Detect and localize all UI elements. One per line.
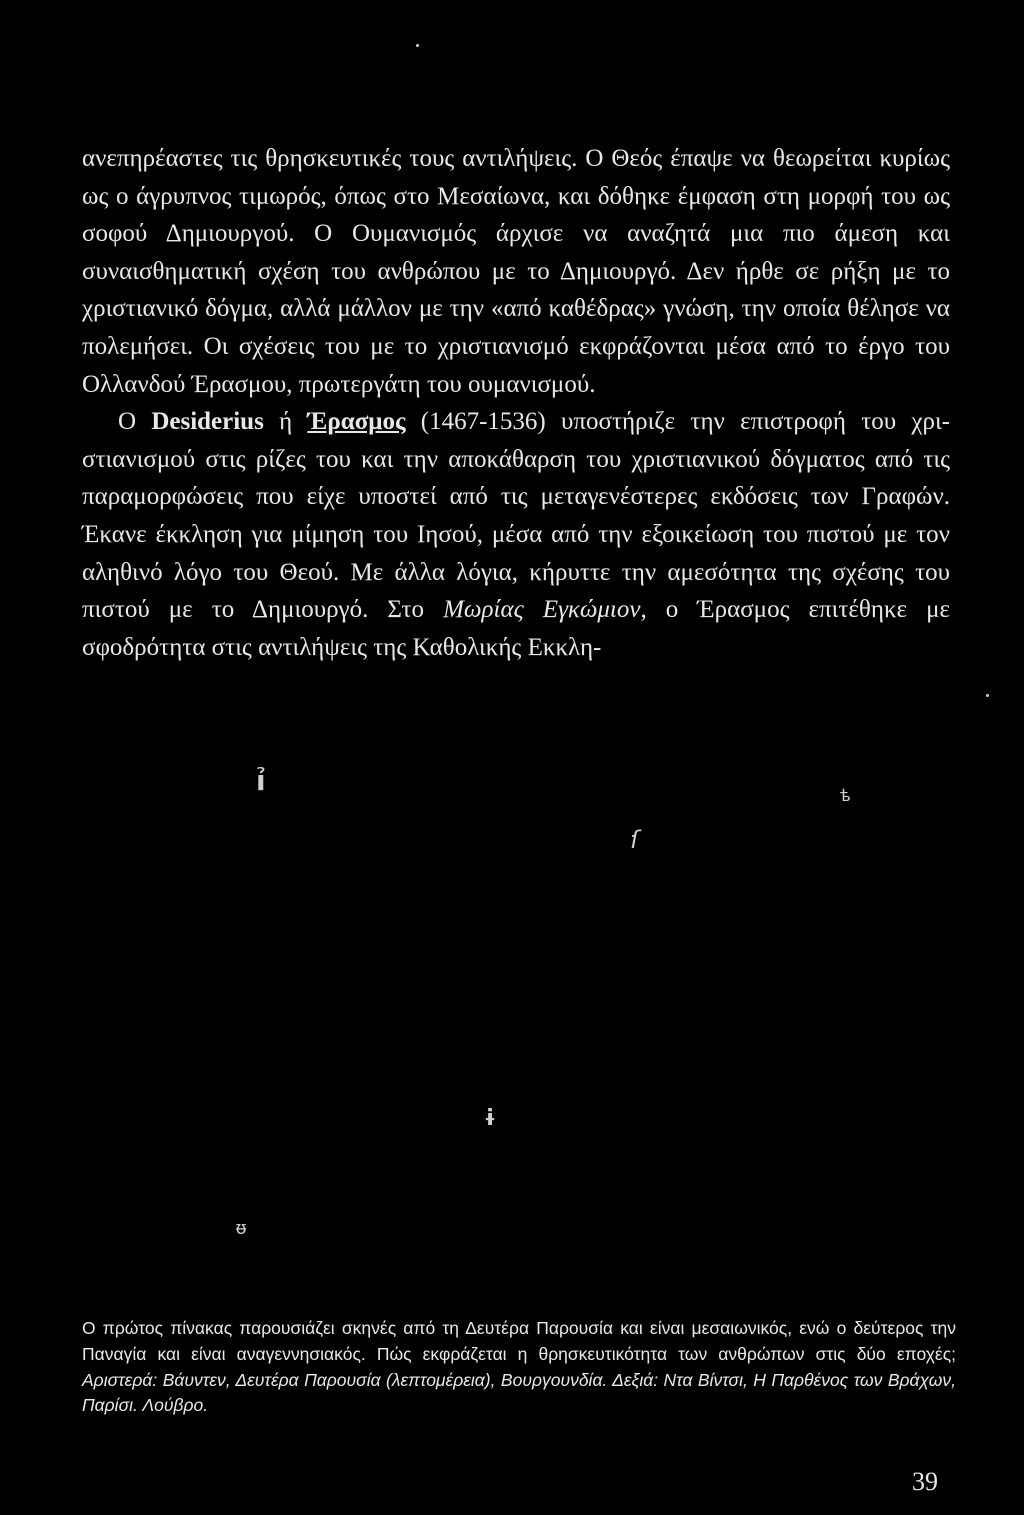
p2-middle: (1467-1536) υποστήριζε την επιστροφή του χριστιανισμού στις ρίζες του και την αποκάθαρση του χριστιανικού δόγματος από τις παραμορφώσεις που είχε υποστεί από τις μεταγενέστερες εκδόσεις των Γραφών. Έκανε έκκληση για μίμηση του Ιησού, μέσα από την εξοικείωση του πιστού με τον αληθινό λόγο του Θεού. Με άλλα λόγια, κήρυττε την αμεσότητα της σχέσης του πιστού με το Δημιουργό. Στο <box>82 408 950 624</box>
caption-credits: Αριστερά: Βάυντεν, Δευτέρα Παρουσία (λεπτομέρεια), Βουργουνδία. Δεξιά: Ντα Βίντσι, Η Παρθένος των Βράχων, Παρίσι. Λούβρο. <box>82 1369 956 1416</box>
image-fragment: ᵿ <box>236 1218 247 1239</box>
scan-speck <box>416 44 419 47</box>
paragraph-1: ανεπηρέαστες τις θρησκευτικές τους αντιλήψεις. Ο Θεός έπαψε να θεωρείται κυρίως ως ο άγρυπνος τιμωρός, όπως στο Μεσαίωνα, και δόθηκε έμφαση στη μορφή του ως σοφού Δημιουργού. Ο Ουμανισμός άρχισε να αναζητά μια πιο άμεση και συναισθηματική σχέση του ανθρώπου με το Δημιουργό. Δεν ήρθε σε ρήξη με το χριστιανικό δόγμα, αλλά μάλλον με την «από καθέδρας» γνώση, την οποία θέλησε να πολεμήσει. Οι σχέσεις του με το χριστιανισμό εκφράζονται μέσα από το έργο του Ολλανδού Έρασμου, πρωτεργάτη του ουμανισμού. <box>82 145 950 398</box>
p2-or: ή <box>263 408 308 436</box>
image-fragment: ɨ <box>484 1106 496 1131</box>
figure-caption <box>82 1316 956 1419</box>
name-desiderius: Desiderius <box>151 408 264 436</box>
body-text <box>82 140 950 666</box>
book-title: Μωρίας Εγκώμιον <box>443 596 641 624</box>
caption-text: Ο πρώτος πίνακας παρουσιάζει σκηνές από τη Δευτέρα Παρουσία και είναι μεσαιωνικός, ενώ ο δεύτερος την Παναγία και είναι αναγεννησιακός. Πώς εκφράζεται η θρησκευτικότητα των ανθρώπων στις δύο εποχές; <box>82 1318 956 1364</box>
image-fragment: ſ <box>630 826 639 854</box>
image-fragment: ỉ <box>256 764 266 797</box>
name-erasmus: Έρασμος <box>307 408 406 436</box>
p2-end: , ο Έρασμος επιτέθηκε με σφοδρότητα στις αντιλήψεις της Καθολικής Εκκλη- <box>82 596 950 661</box>
scan-speck <box>986 694 989 697</box>
image-fragment: ѣ <box>840 786 851 805</box>
paragraph-2 <box>82 403 950 666</box>
p2-start: Ο <box>118 408 152 436</box>
page-number: 39 <box>912 1467 938 1496</box>
